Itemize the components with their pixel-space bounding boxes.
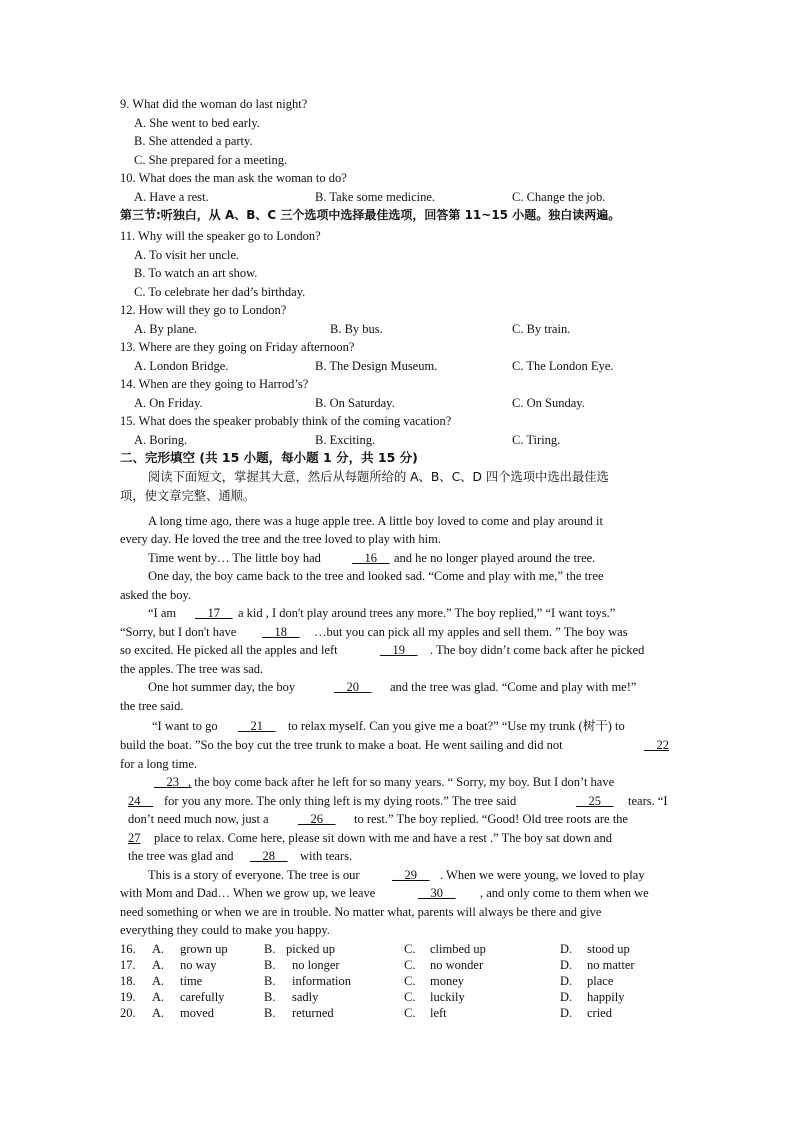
part-heading: 二、完形填空 (共 15 小题，每小题 1 分，共 15 分) <box>120 450 418 465</box>
option: C. On Sunday. <box>512 396 585 410</box>
blank: __26__ <box>298 812 336 826</box>
question-stem: 11. Why will the speaker go to London? <box>120 229 321 243</box>
choice-text: carefully <box>180 990 225 1004</box>
choice-text: luckily <box>430 990 465 1004</box>
option: C. Change the job. <box>512 190 606 204</box>
choice-number: 20. <box>120 1006 136 1020</box>
passage-line: everything they could to make you happy. <box>120 923 330 937</box>
blank: 24__ <box>128 794 153 808</box>
option: B. On Saturday. <box>315 396 395 410</box>
choice-letter: B. <box>264 942 276 956</box>
passage-line: need something or when we are in trouble. No matter what, parents will always be there and give <box>120 905 602 919</box>
blank: __30__ <box>418 886 456 900</box>
blank: __22 <box>644 738 669 752</box>
passage-line: the apples. The tree was sad. <box>120 662 264 676</box>
choice-letter: A. <box>152 1006 165 1020</box>
passage-line: a kid , I don't play around trees any more.” The boy replied,” “I want toys.” <box>238 606 616 620</box>
passage-line: “I want to go <box>152 719 218 733</box>
blank: __21__ <box>238 719 276 733</box>
option: C. By train. <box>512 322 571 336</box>
passage-line: so excited. He picked all the apples and left <box>120 643 338 657</box>
passage-line: and the tree was glad. “Come and play with me!” <box>390 680 637 694</box>
option: A. She went to bed early. <box>134 116 260 130</box>
option: A. London Bridge. <box>134 359 229 373</box>
question-stem: 12. How will they go to London? <box>120 303 287 317</box>
choice-text: no way <box>180 958 217 972</box>
passage-line: Time went by… The little boy had <box>148 551 321 565</box>
option: A. To visit her uncle. <box>134 248 240 262</box>
choice-letter: B. <box>264 1006 276 1020</box>
passage-line: This is a story of everyone. The tree is our <box>148 868 360 882</box>
blank: 27 <box>128 831 141 845</box>
passage-line: to relax myself. Can you give me a boat?” “Use my trunk (树干) to <box>288 719 625 733</box>
choice-row <box>120 941 680 957</box>
passage-line: …but you can pick all my apples and sell them. ” The boy was <box>314 625 628 639</box>
passage-line: the tree said. <box>120 699 184 713</box>
choice-text: time <box>180 974 203 988</box>
choice-text: grown up <box>180 942 228 956</box>
choice-letter: D. <box>560 974 573 988</box>
choice-number: 18. <box>120 974 136 988</box>
passage-line: build the boat. ”So the boy cut the tree trunk to make a boat. He went sailing and did not <box>120 738 563 752</box>
choice-row <box>120 973 680 989</box>
option: A. By plane. <box>134 322 198 336</box>
choice-letter: A. <box>152 990 165 1004</box>
question-stem: 13. Where are they going on Friday afternoon? <box>120 340 355 354</box>
passage-line: . When we were young, we loved to play <box>440 868 645 882</box>
passage-line: tears. “I <box>628 794 668 808</box>
choice-number: 16. <box>120 942 136 956</box>
choice-letter: D. <box>560 1006 573 1020</box>
instructions-line: 阅读下面短文，掌握其大意，然后从每题所给的 A、B、C、D 四个选项中选出最佳选 <box>148 470 609 484</box>
choice-letter: C. <box>404 974 416 988</box>
option: A. On Friday. <box>134 396 203 410</box>
passage-line: One day, the boy came back to the tree and looked sad. “Come and play with me,” the tree <box>148 569 604 583</box>
choice-letter: B. <box>264 958 276 972</box>
option: B. She attended a party. <box>134 134 253 148</box>
passage-line: , the boy come back after he left for so many years. “ Sorry, my boy. But I don’t have <box>188 775 615 789</box>
option: B. To watch an art show. <box>134 266 258 280</box>
choice-row <box>120 989 680 1005</box>
passage-line: and he no longer played around the tree. <box>394 551 596 565</box>
choice-text: picked up <box>286 942 335 956</box>
blank: __23__ <box>154 775 192 789</box>
passage-line: “I am <box>148 606 177 620</box>
passage-line: . The boy didn’t come back after he picked <box>430 643 645 657</box>
option: B. Exciting. <box>315 433 376 447</box>
choice-letter: D. <box>560 942 573 956</box>
choice-text: stood up <box>587 942 630 956</box>
choice-letter: C. <box>404 958 416 972</box>
blank: __18__ <box>262 625 300 639</box>
choice-text: cried <box>587 1006 612 1020</box>
passage-line: don’t need much now, just a <box>128 812 269 826</box>
blank: __29__ <box>392 868 430 882</box>
question-stem: 14. When are they going to Harrod’s? <box>120 377 309 391</box>
section-heading: 第三节:听独白，从 A、B、C 三个选项中选择最佳选项，回答第 11~15 小题。独白读两遍。 <box>120 208 621 222</box>
choice-letter: A. <box>152 958 165 972</box>
option: C. Tiring. <box>512 433 561 447</box>
choice-text: no longer <box>292 958 340 972</box>
passage-line: One hot summer day, the boy <box>148 680 296 694</box>
choice-text: moved <box>180 1006 215 1020</box>
choice-letter: A. <box>152 942 165 956</box>
choice-text: place <box>587 974 614 988</box>
choice-text: no matter <box>587 958 635 972</box>
choice-text: climbed up <box>430 942 486 956</box>
choice-row <box>120 1005 680 1021</box>
choice-number: 19. <box>120 990 136 1004</box>
blank: __19__ <box>380 643 418 657</box>
blank: __20__ <box>334 680 372 694</box>
passage-line: for a long time. <box>120 757 198 771</box>
choice-letter: B. <box>264 974 276 988</box>
choice-text: information <box>292 974 352 988</box>
choice-number: 17. <box>120 958 136 972</box>
passage-line: A long time ago, there was a huge apple tree. A little boy loved to come and play around it <box>148 514 604 528</box>
instructions-line: 项，使文章完整、通顺。 <box>120 489 256 503</box>
choice-letter: C. <box>404 1006 416 1020</box>
choice-text: no wonder <box>430 958 484 972</box>
choice-letter: B. <box>264 990 276 1004</box>
passage-line: every day. He loved the tree and the tree loved to play with him. <box>120 532 441 546</box>
option: A. Boring. <box>134 433 188 447</box>
passage-line: the tree was glad and <box>128 849 234 863</box>
option: A. Have a rest. <box>134 190 209 204</box>
blank: __17__ <box>195 606 233 620</box>
passage-line: to rest.” The boy replied. “Good! Old tree roots are the <box>354 812 628 826</box>
choice-text: money <box>430 974 465 988</box>
question-stem: 9. What did the woman do last night? <box>120 97 308 111</box>
choice-text: sadly <box>292 990 319 1004</box>
option: B. The Design Museum. <box>315 359 438 373</box>
choice-row <box>120 957 680 973</box>
choice-letter: D. <box>560 958 573 972</box>
option: C. To celebrate her dad’s birthday. <box>134 285 306 299</box>
choice-text: returned <box>292 1006 334 1020</box>
passage-line: , and only come to them when we <box>480 886 649 900</box>
option: B. By bus. <box>330 322 383 336</box>
question-stem: 15. What does the speaker probably think of the coming vacation? <box>120 414 452 428</box>
passage-line: asked the boy. <box>120 588 192 602</box>
option: C. She prepared for a meeting. <box>134 153 288 167</box>
blank: __25__ <box>576 794 614 808</box>
passage-line: with Mom and Dad… When we grow up, we leave <box>120 886 376 900</box>
choice-letter: D. <box>560 990 573 1004</box>
option: C. The London Eye. <box>512 359 614 373</box>
choice-text: happily <box>587 990 625 1004</box>
option: B. Take some medicine. <box>315 190 436 204</box>
choice-letter: A. <box>152 974 165 988</box>
passage-line: with tears. <box>300 849 353 863</box>
passage-line: “Sorry, but I don't have <box>120 625 237 639</box>
passage-line: place to relax. Come here, please sit down with me and have a rest .” The boy sat down and <box>154 831 612 845</box>
choice-letter: C. <box>404 942 416 956</box>
blank: __16__ <box>352 551 390 565</box>
choice-letter: C. <box>404 990 416 1004</box>
choice-text: left <box>430 1006 447 1020</box>
question-stem: 10. What does the man ask the woman to do? <box>120 171 347 185</box>
passage-line: for you any more. The only thing left is my dying roots.” The tree said <box>164 794 517 808</box>
blank: __28__ <box>250 849 288 863</box>
